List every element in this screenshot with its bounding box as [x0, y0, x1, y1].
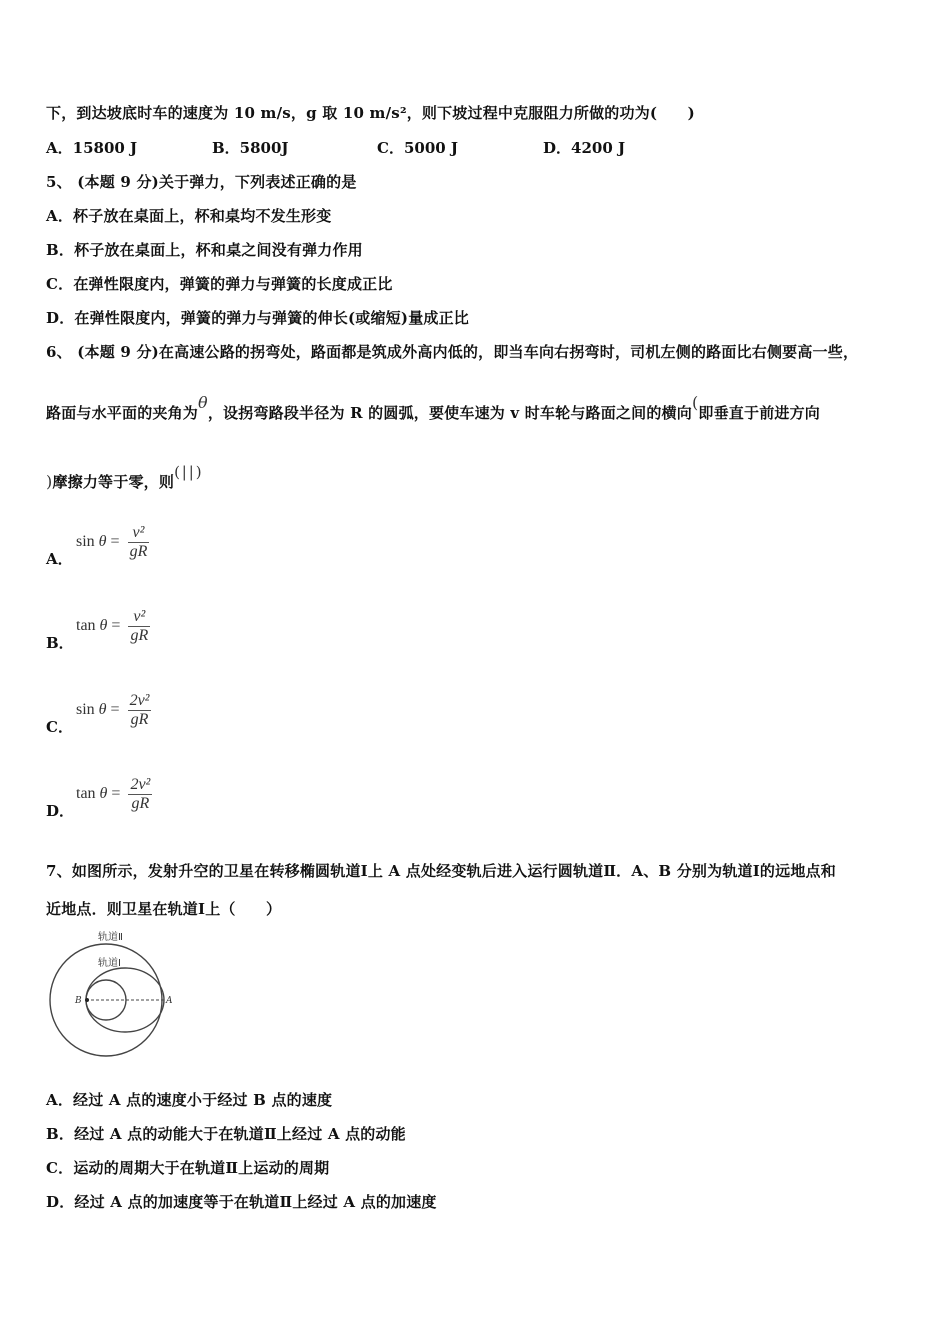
q5-option-a: A．杯子放在桌面上，杯和桌均不发生形变 [46, 207, 332, 225]
q4-option-a: A．15800 J [46, 139, 138, 157]
q6-stem-line2-b: ，设拐弯路段半径为 R 的圆弧，要使车速为 v 时车轮与路面之间的横向 [207, 404, 692, 422]
q6-option-d-den: gR [131, 795, 150, 812]
q6-stem-line3-text: 摩擦力等于零，则 [52, 473, 175, 491]
q6-stem-line2 [46, 393, 820, 423]
q6-option-b-den: gR [130, 627, 149, 644]
q6-stem-line2-a: 路面与水平面的夹角为 [46, 404, 199, 422]
q7-option-b: B．经过 A 点的动能大于在轨道Ⅱ上经过 A 点的动能 [46, 1125, 406, 1143]
q6-option-b-label: B． [46, 634, 74, 652]
orbit-diagram [46, 928, 176, 1060]
q6-paren-open: ( [691, 393, 699, 412]
q5-stem: 5、 (本题 9 分)关于弹力，下列表述正确的是 [46, 173, 357, 191]
orbit-1-label: 轨道Ⅰ [98, 958, 121, 969]
q6-option-c-den: gR [130, 711, 149, 728]
q6-option-d-theta: θ [99, 785, 108, 803]
q6-option-a-theta: θ [98, 533, 107, 551]
point-b-label: B [75, 996, 82, 1006]
q6-stem-line1: 6、 (本题 9 分)在高速公路的拐弯处，路面都是筑成外高内低的，即当车向右拐弯时，司机左侧的路面比右侧要高一些， [46, 343, 859, 361]
q6-option-b-num: v² [128, 608, 150, 627]
q6-option-a-fn: sin [76, 533, 95, 551]
q6-option-c-fraction [128, 692, 152, 729]
q4-option-d: D．4200 J [543, 139, 626, 157]
q4-stem-tail: 下，到达坡底时车的速度为 10 m/s，g 取 10 m/s²，则下坡过程中克服阻力所做的功为( ) [46, 104, 695, 122]
q6-option-c-theta: θ [98, 701, 107, 719]
q6-stem-line2-c: 即垂直于前进方向 [698, 404, 820, 422]
q6-option-a-eq: = [110, 533, 120, 551]
q6-stem-line3 [46, 463, 202, 492]
q6-option-c-label: C． [46, 718, 73, 736]
q6-option-a-den: gR [129, 543, 148, 560]
q6-option-b-formula [76, 608, 150, 645]
q7-option-c: C．运动的周期大于在轨道Ⅱ上运动的周期 [46, 1159, 330, 1177]
q7-stem-line1: 7、如图所示，发射升空的卫星在转移椭圆轨道Ⅰ上 A 点处经变轨后进入运行圆轨道Ⅱ．A、B 分别为轨道Ⅰ的远地点和 [46, 862, 836, 880]
q6-option-d-label: D． [46, 802, 75, 820]
q7-option-a: A．经过 A 点的速度小于经过 B 点的速度 [46, 1091, 333, 1109]
q6-option-c-fn: sin [76, 701, 95, 719]
q6-option-a-num: v² [128, 524, 150, 543]
q6-paren-close: ) [46, 472, 53, 491]
q5-option-d: D．在弹性限度内，弹簧的弹力与弹簧的伸长(或缩短)量成正比 [46, 309, 470, 327]
q6-option-b-theta: θ [99, 617, 108, 635]
q4-option-c: C．5000 J [377, 139, 459, 157]
point-b-dot [85, 998, 89, 1002]
q4-option-b: B．5800J [212, 139, 289, 157]
q6-option-b-fraction [128, 608, 150, 645]
q6-option-d-eq: = [111, 785, 121, 803]
q6-option-c-num: 2v² [129, 692, 150, 709]
q6-option-d-fn: tan [76, 785, 96, 803]
q6-option-d-fraction [128, 776, 152, 813]
q6-option-b-fn: tan [76, 617, 96, 635]
q6-theta: θ [198, 393, 208, 412]
orbit-2-label: 轨道Ⅱ [98, 932, 123, 943]
q6-option-c-formula [76, 692, 151, 729]
q6-option-d-formula [76, 776, 152, 813]
q6-answer-paren: ( | | ) [174, 463, 202, 481]
point-a-label: A [166, 996, 173, 1006]
q5-option-c: C．在弹性限度内，弹簧的弹力与弹簧的长度成正比 [46, 275, 393, 293]
q6-option-d-num: 2v² [130, 776, 151, 793]
q6-option-a-label: A． [46, 550, 73, 568]
q6-option-a-formula [76, 524, 149, 561]
q6-option-c-eq: = [110, 701, 120, 719]
q7-option-d: D．经过 A 点的加速度等于在轨道Ⅱ上经过 A 点的加速度 [46, 1193, 437, 1211]
q5-option-b: B．杯子放在桌面上，杯和桌之间没有弹力作用 [46, 241, 363, 259]
q6-option-a-fraction [128, 524, 150, 561]
q6-option-b-eq: = [111, 617, 121, 635]
q7-stem-line2: 近地点．则卫星在轨道Ⅰ上（ ） [46, 900, 282, 918]
